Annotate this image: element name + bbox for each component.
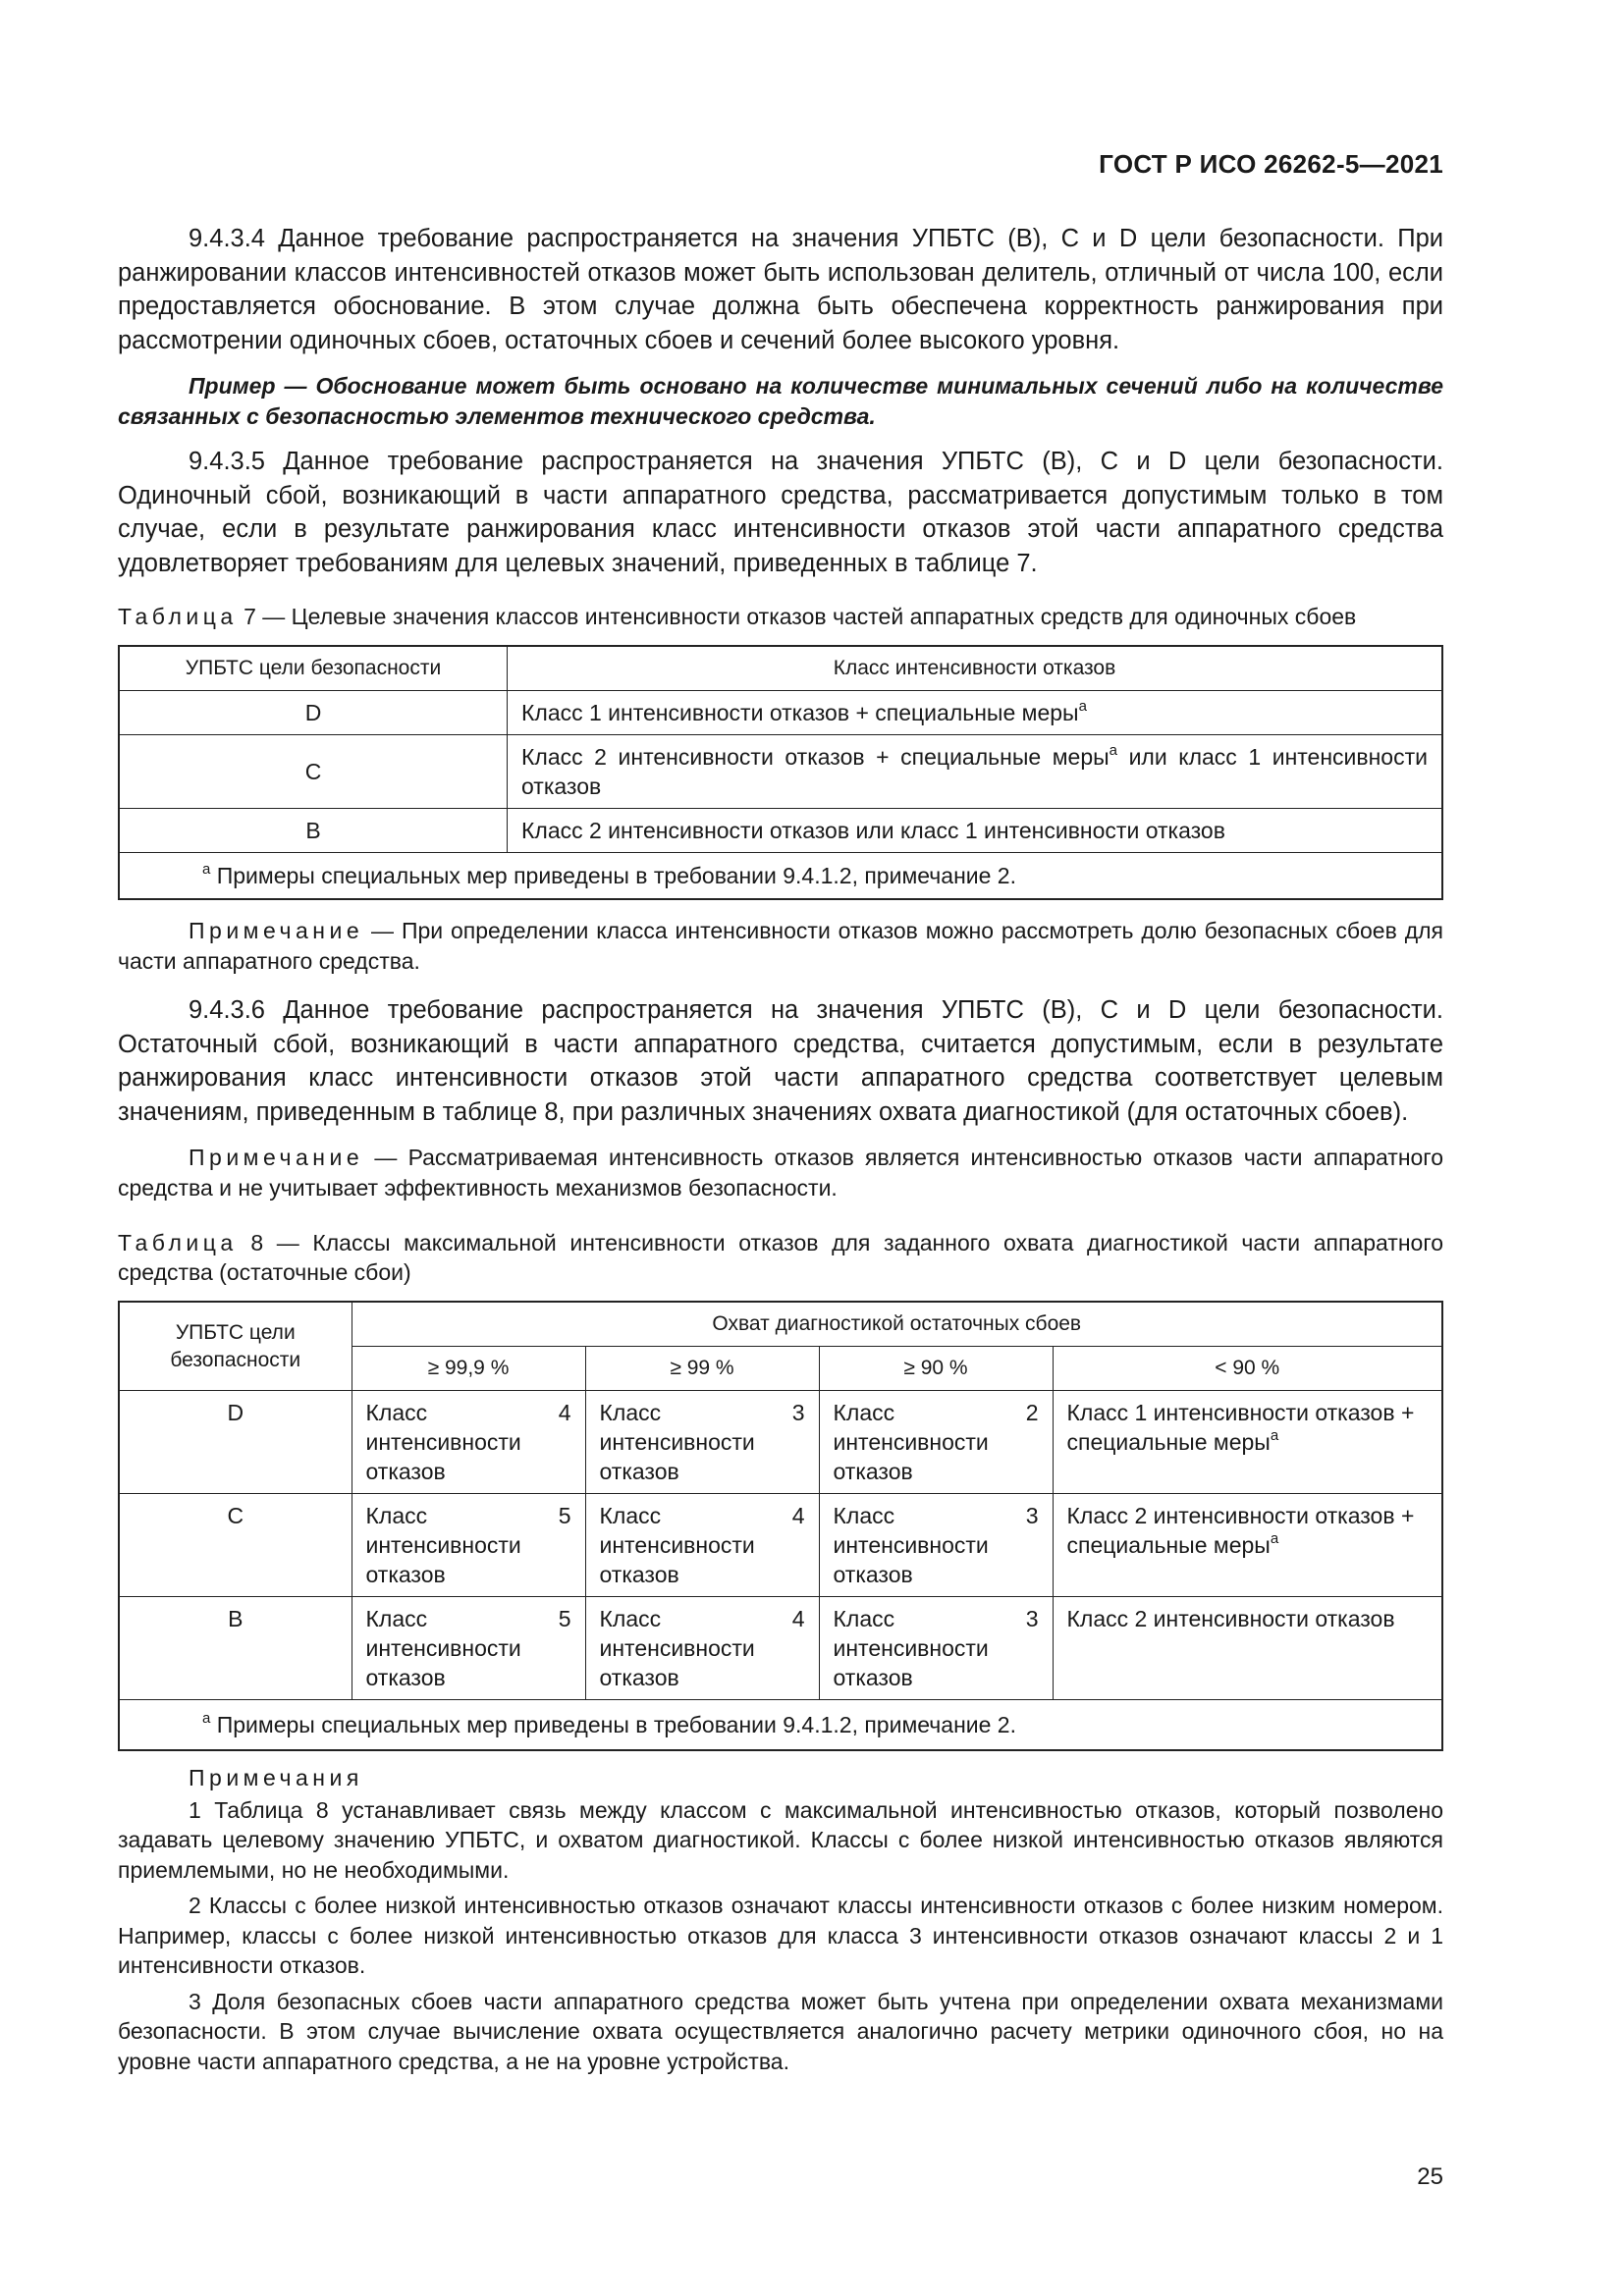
table-7-value-cell bbox=[508, 735, 1443, 809]
page-content bbox=[118, 222, 1443, 2082]
note-text: — При определении класса интенсивности отказов можно рассмотреть долю безопасных сбоев для части аппаратного средства. bbox=[118, 918, 1443, 974]
table-8-coverage-col: < 90 % bbox=[1053, 1347, 1442, 1391]
table-7-footnote-text: Примеры специальных мер приведены в требовании 9.4.1.2, примечание 2. bbox=[210, 863, 1016, 888]
table-8-row bbox=[119, 1391, 1442, 1494]
table-7-header-row bbox=[119, 646, 1442, 691]
note-label: Примечание bbox=[189, 918, 364, 943]
note-item: 2 Классы с более низкой интенсивностью отказов означают классы интенсивности отказов с более низким номером. Например, классы с более низкой интенсивностью отказов для класса 3 интенсивности отказов означают классы 2 и 1 интенсивности отказов. bbox=[118, 1893, 1443, 1978]
table-8-cell: Класс 5 интенсивности отказов bbox=[352, 1597, 585, 1700]
table-7-footnote-row bbox=[119, 853, 1442, 900]
note-failure-rate bbox=[118, 1143, 1443, 1202]
notes-heading: Примечания bbox=[189, 1765, 363, 1790]
table-8-cell-text: Класс 1 интенсивности отказов + специальные меры bbox=[1066, 1400, 1415, 1455]
table-8-cell: Класс 4 интенсивности отказов bbox=[585, 1597, 819, 1700]
table-7-value-text: Класс 2 интенсивности отказов + специальные меры bbox=[521, 744, 1110, 770]
table-8 bbox=[118, 1301, 1443, 1751]
note-label: Примечание bbox=[189, 1145, 364, 1170]
table-7-level-cell: D bbox=[119, 691, 508, 735]
table-8-level-cell: B bbox=[119, 1597, 352, 1700]
paragraph-9-4-3-6: 9.4.3.6 Данное требование распространяется на значения УПБТС (В), С и D цели безопасности. Остаточный сбой, возникающий в части аппаратного средства, считается допустимым, если в результате ранжирования класс интенсивности отказов этой части аппаратного средства соответствует целевым значениям, приведенным в таблице 8, при различных значениях охвата диагностикой (для остаточных сбоев). bbox=[118, 996, 1443, 1126]
table-7-caption bbox=[118, 602, 1443, 631]
table-8-caption bbox=[118, 1228, 1443, 1287]
table-8-coverage-col: ≥ 90 % bbox=[819, 1347, 1053, 1391]
table-7-value-cell bbox=[508, 691, 1443, 735]
table-8-row bbox=[119, 1597, 1442, 1700]
note-text: — Рассматриваемая интенсивность отказов является интенсивностью отказов части аппаратного средства и не учитывает эффективность механизмов безопасности. bbox=[118, 1145, 1443, 1201]
note-item: 3 Доля безопасных сбоев части аппаратного средства может быть учтена при определении охвата механизмами безопасности. В этом случае вычисление охвата осуществляется аналогично расчету метрики одиночного сбоя, но на уровне части аппаратного средства, а не на уровне устройства. bbox=[118, 1988, 1443, 2074]
table-8-cell: Класс 3 интенсивности отказов bbox=[819, 1597, 1053, 1700]
table-8-cell: Класс 2 интенсивности отказов bbox=[1053, 1597, 1442, 1700]
table-8-row bbox=[119, 1494, 1442, 1597]
table-8-cell: Класс 5 интенсивности отказов bbox=[352, 1494, 585, 1597]
table-8-coverage-col: ≥ 99,9 % bbox=[352, 1347, 585, 1391]
table-8-header-row bbox=[119, 1302, 1442, 1347]
table-7-value-tail: или класс 1 интенсивности отказов bbox=[521, 744, 1428, 799]
note-table-7 bbox=[118, 916, 1443, 976]
paragraph-9-4-3-4: 9.4.3.4 Данное требование распространяется на значения УПБТС (В), С и D цели безопасности. При ранжировании классов интенсивностей отказов может быть использован делитель, отличный от числа 100, если предоставляется обоснование. В этом случае должна быть обеспечена корректность ранжирования при рассмотрении одиночных сбоев, остаточных сбоев и сечений более высокого уровня. bbox=[118, 225, 1443, 354]
table-7-value-cell: Класс 2 интенсивности отказов или класс 1 интенсивности отказов bbox=[508, 809, 1443, 853]
table-7-row bbox=[119, 735, 1442, 809]
table-8-cell: Класс 3 интенсивности отказов bbox=[819, 1494, 1053, 1597]
footnote-marker: a bbox=[1270, 1427, 1279, 1444]
note-item: 1 Таблица 8 устанавливает связь между классом с максимальной интенсивностью отказов, который позволено задавать целевому значению УПБТС, и охватом диагностикой. Классы с более низкой интенсивностью отказов являются приемлемыми, но не необходимыми. bbox=[118, 1796, 1443, 1883]
table-7-caption-label: Таблица bbox=[118, 604, 238, 629]
table-7-caption-text: 7 — Целевые значения классов интенсивности отказов частей аппаратных средств для одиночных сбоев bbox=[244, 604, 1357, 629]
footnote-marker: a bbox=[202, 861, 211, 878]
table-7-level-cell: C bbox=[119, 735, 508, 809]
table-7-row bbox=[119, 809, 1442, 853]
table-8-footnote bbox=[119, 1700, 1442, 1751]
footnote-marker: a bbox=[1270, 1530, 1279, 1547]
table-8-cell: Класс 4 интенсивности отказов bbox=[352, 1391, 585, 1494]
table-8-header-level: УПБТС цели безопасности bbox=[119, 1302, 352, 1391]
table-8-footnote-text: Примеры специальных мер приведены в требовании 9.4.1.2, примечание 2. bbox=[210, 1712, 1016, 1737]
example-paragraph: Пример — Обоснование может быть основано на количестве минимальных сечений либо на количестве связанных с безопасностью элементов технического средства. bbox=[118, 373, 1443, 429]
table-8-cell: Класс 3 интенсивности отказов bbox=[585, 1391, 819, 1494]
table-7-header-level: УПБТС цели безопасности bbox=[119, 646, 508, 691]
notes-block bbox=[118, 1763, 1443, 2076]
table-7-footnote bbox=[119, 853, 1442, 900]
table-7 bbox=[118, 645, 1443, 900]
paragraph-9-4-3-5: 9.4.3.5 Данное требование распространяется на значения УПБТС (В), С и D цели безопасности. Одиночный сбой, возникающий в части аппаратного средства, рассматривается допустимым только в том случае, если в результате ранжирования класс интенсивности отказов этой части аппаратного средства удовлетворяет требованиям для целевых значений, приведенных в таблице 7. bbox=[118, 448, 1443, 577]
footnote-marker: a bbox=[1109, 742, 1117, 759]
footnote-marker: a bbox=[202, 1710, 211, 1727]
document-header: ГОСТ Р ИСО 26262-5—2021 bbox=[1099, 149, 1443, 179]
table-7-value-text: Класс 1 интенсивности отказов + специальные меры bbox=[521, 700, 1079, 725]
table-7-row bbox=[119, 691, 1442, 735]
footnote-marker: a bbox=[1078, 698, 1087, 715]
table-8-coverage-col: ≥ 99 % bbox=[585, 1347, 819, 1391]
table-8-header-coverage: Охват диагностикой остаточных сбоев bbox=[352, 1302, 1442, 1347]
table-8-level-cell: C bbox=[119, 1494, 352, 1597]
table-8-cell bbox=[1053, 1494, 1442, 1597]
table-7-header-class: Класс интенсивности отказов bbox=[508, 646, 1443, 691]
table-8-cell bbox=[1053, 1391, 1442, 1494]
table-8-footnote-row bbox=[119, 1700, 1442, 1751]
table-8-cell: Класс 2 интенсивности отказов bbox=[819, 1391, 1053, 1494]
table-8-caption-label: Таблица bbox=[118, 1230, 238, 1255]
table-8-cell: Класс 4 интенсивности отказов bbox=[585, 1494, 819, 1597]
table-8-cell-text: Класс 2 интенсивности отказов + специальные меры bbox=[1066, 1503, 1415, 1558]
table-7-level-cell: B bbox=[119, 809, 508, 853]
table-8-level-cell: D bbox=[119, 1391, 352, 1494]
page-number: 25 bbox=[1417, 2163, 1443, 2190]
table-8-caption-text: 8 — Классы максимальной интенсивности отказов для заданного охвата диагностикой части аппаратного средства (остаточные сбои) bbox=[118, 1230, 1443, 1285]
